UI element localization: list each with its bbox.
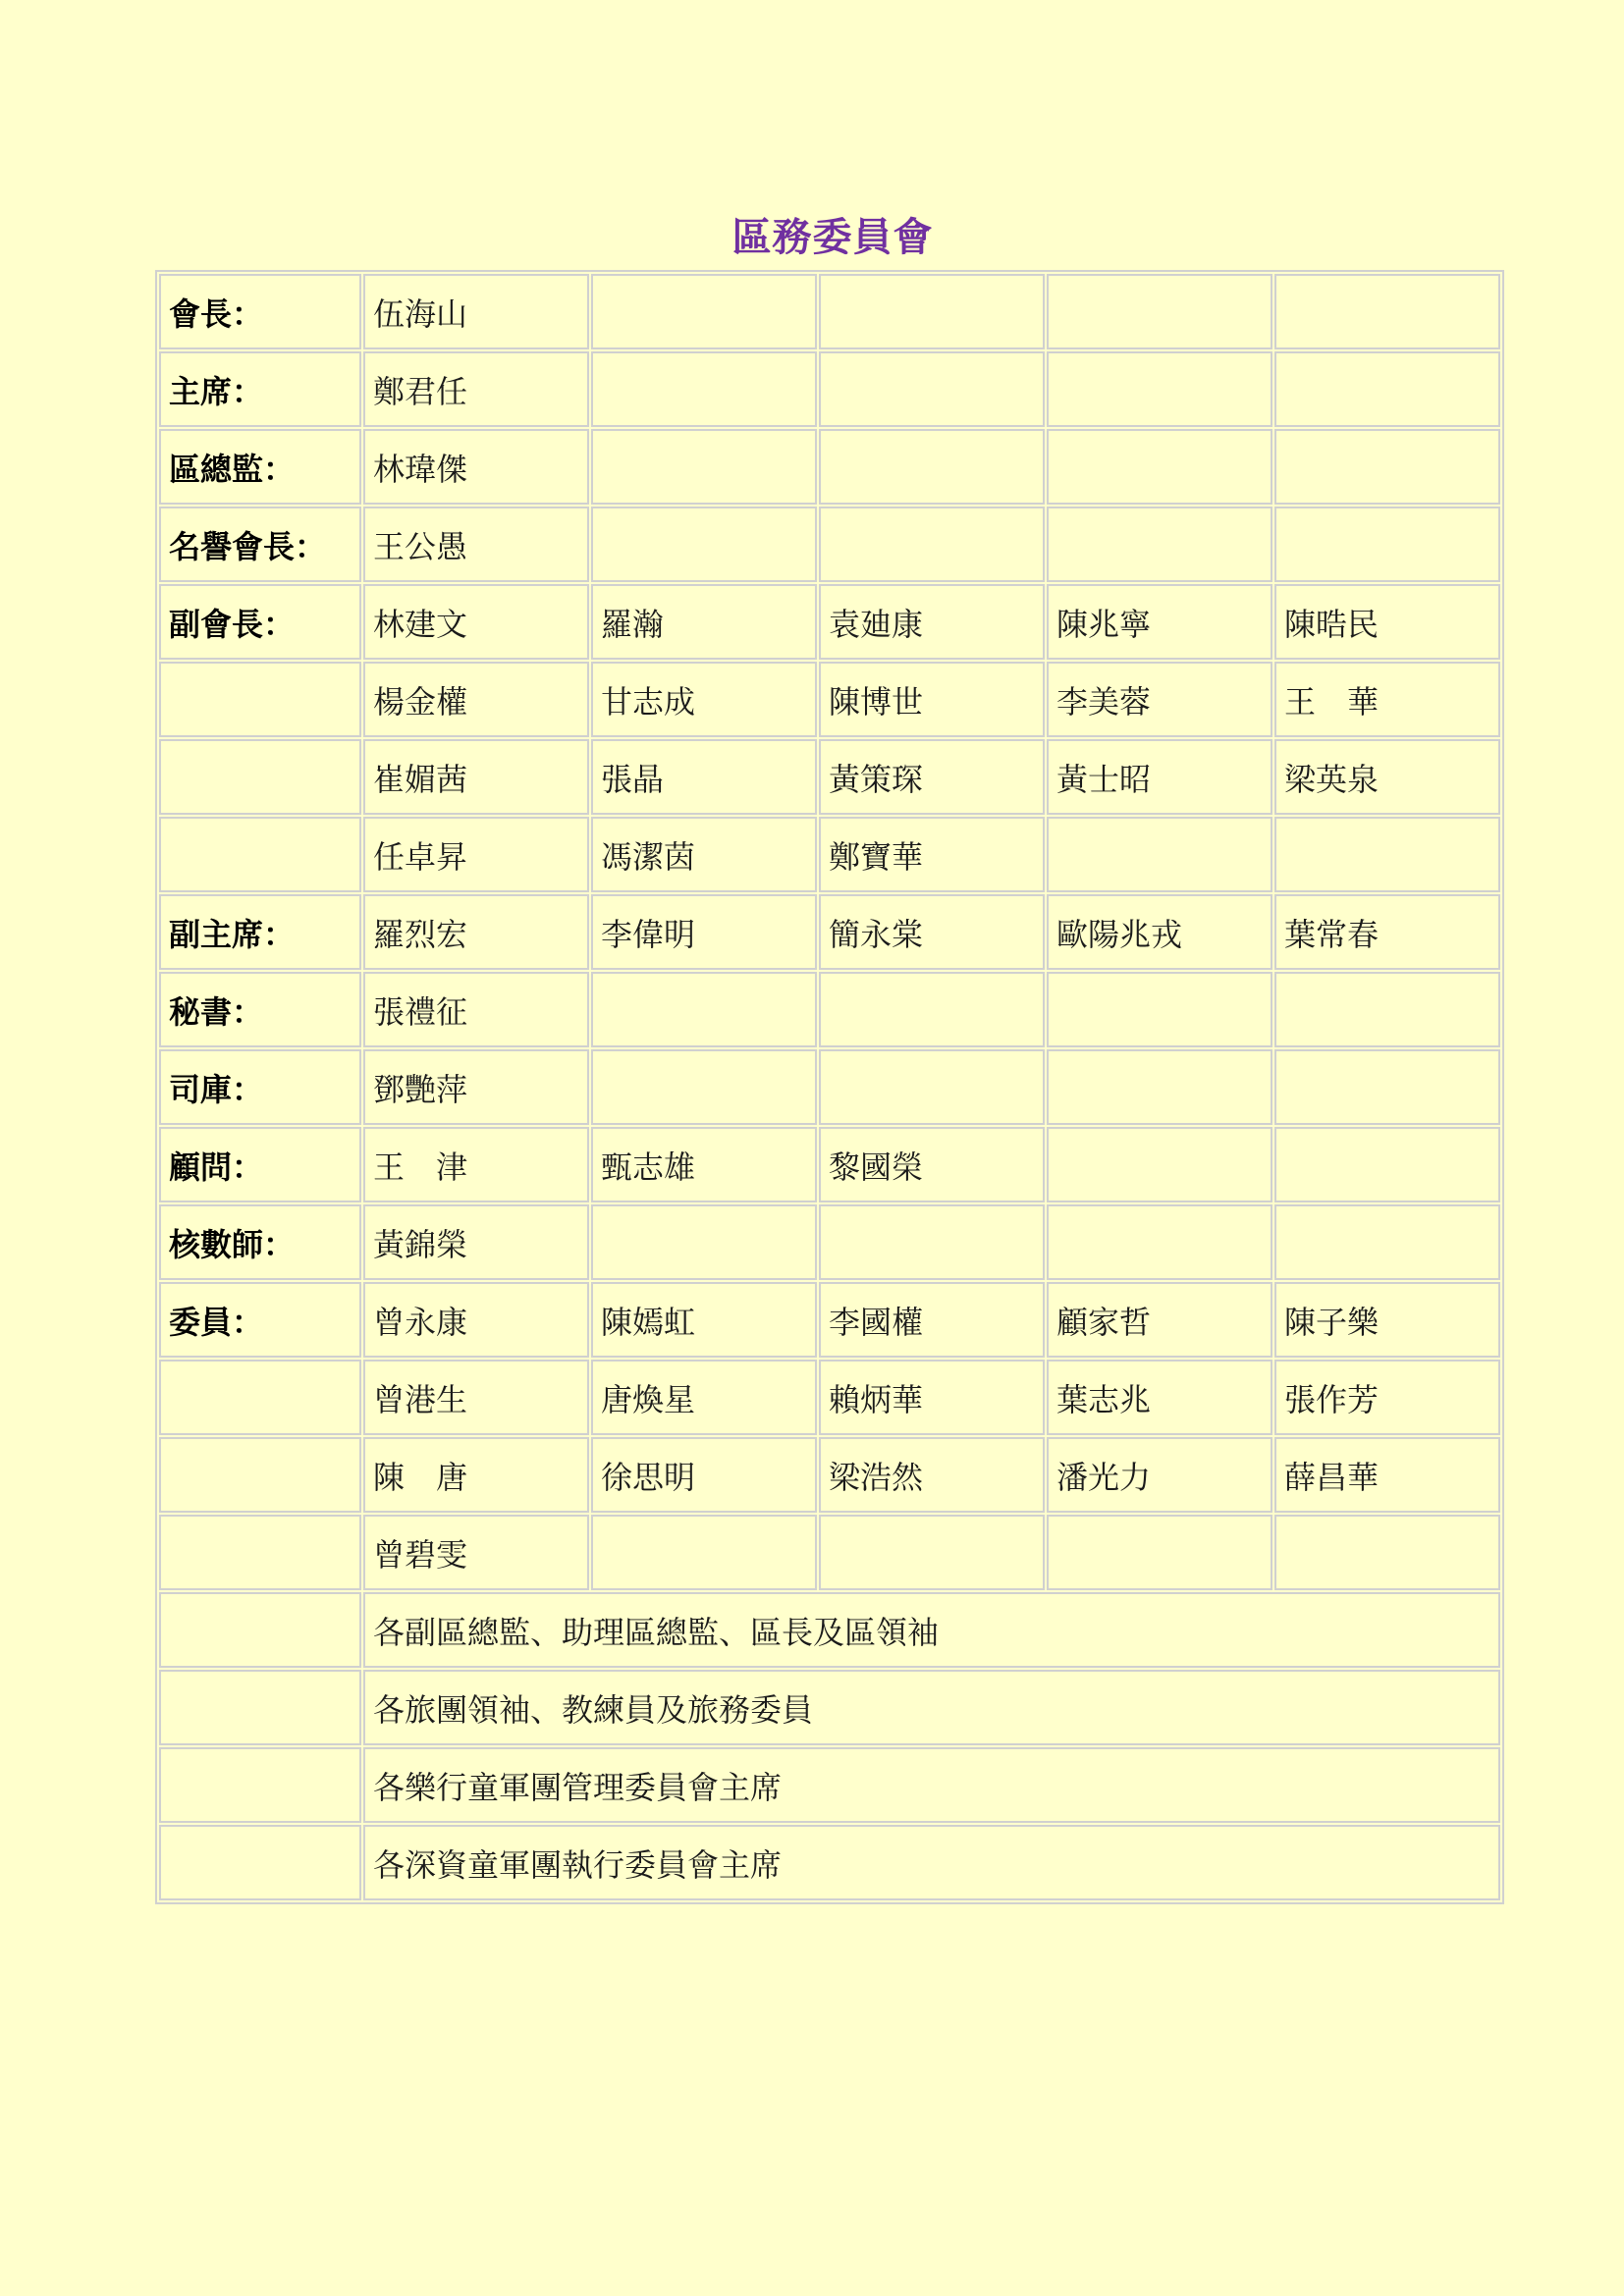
name-cell: 馮潔茵 <box>591 817 817 892</box>
name-cell <box>1047 1204 1272 1280</box>
table-row <box>159 662 1500 737</box>
name-cell: 王公愚 <box>363 507 589 582</box>
table-row <box>159 817 1500 892</box>
name-cell: 黃策琛 <box>819 739 1045 815</box>
name-cell: 袁廸康 <box>819 584 1045 660</box>
name-cell <box>819 1515 1045 1590</box>
name-cell <box>1274 1515 1500 1590</box>
table-row <box>159 429 1500 505</box>
group-cell: 各深資童軍團執行委員會主席 <box>363 1825 1500 1900</box>
role-cell <box>159 1437 361 1513</box>
name-cell <box>591 1515 817 1590</box>
name-cell: 黃士昭 <box>1047 739 1272 815</box>
name-cell <box>1047 274 1272 349</box>
name-cell <box>1047 429 1272 505</box>
name-cell <box>819 972 1045 1047</box>
role-cell: 秘書： <box>159 972 361 1047</box>
name-cell: 鄧艷萍 <box>363 1049 589 1125</box>
name-cell: 陳兆寧 <box>1047 584 1272 660</box>
name-cell: 伍海山 <box>363 274 589 349</box>
name-cell: 陳晧民 <box>1274 584 1500 660</box>
table-row <box>159 1049 1500 1125</box>
group-cell: 各樂行童軍團管理委員會主席 <box>363 1747 1500 1823</box>
name-cell: 黎國榮 <box>819 1127 1045 1202</box>
name-cell: 陳博世 <box>819 662 1045 737</box>
table-row <box>159 1360 1500 1435</box>
name-cell: 林建文 <box>363 584 589 660</box>
table-row <box>159 1515 1500 1590</box>
name-cell <box>1274 274 1500 349</box>
name-cell: 薛昌華 <box>1274 1437 1500 1513</box>
name-cell <box>1274 972 1500 1047</box>
role-cell: 區總監： <box>159 429 361 505</box>
name-cell: 葉常春 <box>1274 894 1500 970</box>
name-cell <box>1047 1127 1272 1202</box>
name-cell <box>1274 1127 1500 1202</box>
role-cell: 顧問： <box>159 1127 361 1202</box>
committee-table-body <box>159 274 1500 1900</box>
name-cell: 曾港生 <box>363 1360 589 1435</box>
name-cell: 陳嫣虹 <box>591 1282 817 1358</box>
table-row <box>159 1204 1500 1280</box>
name-cell: 王 華 <box>1274 662 1500 737</box>
name-cell <box>591 1204 817 1280</box>
role-cell <box>159 739 361 815</box>
table-row <box>159 507 1500 582</box>
name-cell: 羅烈宏 <box>363 894 589 970</box>
name-cell <box>1274 817 1500 892</box>
name-cell: 顧家哲 <box>1047 1282 1272 1358</box>
name-cell <box>1274 1204 1500 1280</box>
name-cell: 黃錦榮 <box>363 1204 589 1280</box>
role-cell <box>159 817 361 892</box>
name-cell: 任卓昇 <box>363 817 589 892</box>
table-row <box>159 1592 1500 1668</box>
table-row <box>159 1282 1500 1358</box>
name-cell <box>591 429 817 505</box>
name-cell: 陳 唐 <box>363 1437 589 1513</box>
role-cell: 主席： <box>159 351 361 427</box>
name-cell <box>819 429 1045 505</box>
name-cell: 徐思明 <box>591 1437 817 1513</box>
table-row <box>159 351 1500 427</box>
role-cell: 司庫： <box>159 1049 361 1125</box>
role-cell <box>159 1670 361 1745</box>
name-cell: 曾碧雯 <box>363 1515 589 1590</box>
name-cell <box>1047 507 1272 582</box>
name-cell: 王 津 <box>363 1127 589 1202</box>
table-row <box>159 1747 1500 1823</box>
name-cell <box>591 507 817 582</box>
table-row <box>159 1825 1500 1900</box>
role-cell <box>159 1825 361 1900</box>
name-cell <box>591 972 817 1047</box>
name-cell <box>1274 507 1500 582</box>
name-cell <box>591 351 817 427</box>
name-cell: 李偉明 <box>591 894 817 970</box>
table-row <box>159 1670 1500 1745</box>
committee-table <box>155 270 1504 1904</box>
name-cell: 賴炳華 <box>819 1360 1045 1435</box>
table-row <box>159 584 1500 660</box>
name-cell <box>591 1049 817 1125</box>
group-cell: 各旅團領袖、教練員及旅務委員 <box>363 1670 1500 1745</box>
table-row <box>159 1127 1500 1202</box>
table-row <box>159 274 1500 349</box>
name-cell: 張晶 <box>591 739 817 815</box>
name-cell: 楊金權 <box>363 662 589 737</box>
name-cell <box>1274 1049 1500 1125</box>
name-cell: 鄭寶華 <box>819 817 1045 892</box>
role-cell: 會長： <box>159 274 361 349</box>
name-cell: 羅瀚 <box>591 584 817 660</box>
name-cell <box>1047 817 1272 892</box>
name-cell <box>819 1049 1045 1125</box>
name-cell: 陳子樂 <box>1274 1282 1500 1358</box>
name-cell <box>819 274 1045 349</box>
table-row <box>159 894 1500 970</box>
role-cell <box>159 1360 361 1435</box>
name-cell: 李美蓉 <box>1047 662 1272 737</box>
name-cell <box>591 274 817 349</box>
name-cell <box>1047 351 1272 427</box>
role-cell <box>159 1747 361 1823</box>
name-cell <box>1274 351 1500 427</box>
name-cell: 唐煥星 <box>591 1360 817 1435</box>
name-cell: 張作芳 <box>1274 1360 1500 1435</box>
name-cell: 潘光力 <box>1047 1437 1272 1513</box>
name-cell: 林瑋傑 <box>363 429 589 505</box>
role-cell: 副會長： <box>159 584 361 660</box>
table-row <box>159 972 1500 1047</box>
role-cell: 名譽會長： <box>159 507 361 582</box>
role-cell <box>159 662 361 737</box>
role-cell <box>159 1515 361 1590</box>
table-row <box>159 739 1500 815</box>
name-cell: 甘志成 <box>591 662 817 737</box>
name-cell <box>819 1204 1045 1280</box>
name-cell: 葉志兆 <box>1047 1360 1272 1435</box>
name-cell: 鄭君任 <box>363 351 589 427</box>
name-cell: 梁浩然 <box>819 1437 1045 1513</box>
page-title: 區務委員會 <box>731 215 934 260</box>
name-cell <box>1047 1049 1272 1125</box>
name-cell: 簡永棠 <box>819 894 1045 970</box>
name-cell: 歐陽兆戎 <box>1047 894 1272 970</box>
table-row <box>159 1437 1500 1513</box>
role-cell: 核數師： <box>159 1204 361 1280</box>
name-cell <box>819 507 1045 582</box>
name-cell <box>1047 972 1272 1047</box>
name-cell <box>819 351 1045 427</box>
role-cell: 副主席： <box>159 894 361 970</box>
name-cell: 李國權 <box>819 1282 1045 1358</box>
group-cell: 各副區總監、助理區總監、區長及區領袖 <box>363 1592 1500 1668</box>
role-cell <box>159 1592 361 1668</box>
name-cell: 曾永康 <box>363 1282 589 1358</box>
name-cell: 甄志雄 <box>591 1127 817 1202</box>
name-cell <box>1274 429 1500 505</box>
name-cell: 張禮征 <box>363 972 589 1047</box>
name-cell: 梁英泉 <box>1274 739 1500 815</box>
name-cell: 崔媚茜 <box>363 739 589 815</box>
role-cell: 委員： <box>159 1282 361 1358</box>
name-cell <box>1047 1515 1272 1590</box>
